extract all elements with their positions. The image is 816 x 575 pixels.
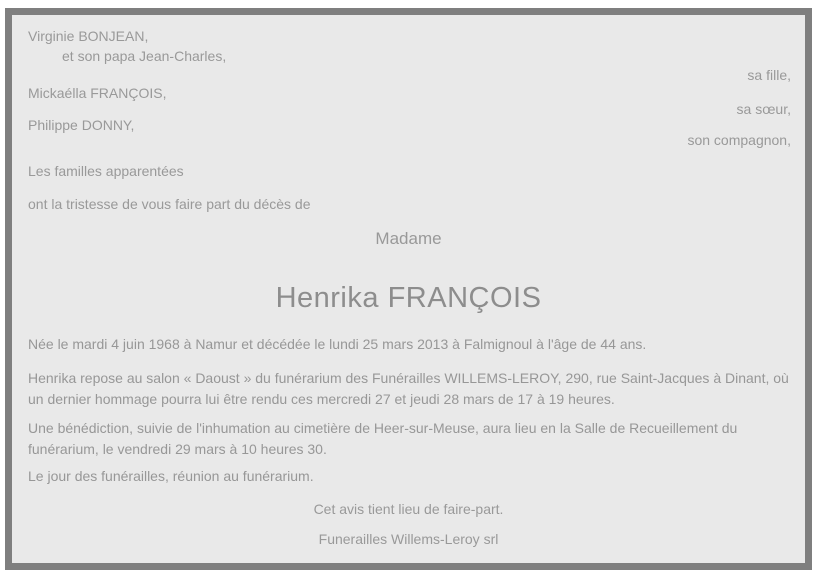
mourner-name-line: et son papa Jean-Charles, bbox=[62, 48, 227, 64]
intro-line: ont la tristesse de vous faire part du décès de bbox=[28, 196, 311, 212]
mourner-name-line: Philippe DONNY, bbox=[28, 117, 135, 133]
relation-label: sa sœur, bbox=[736, 101, 791, 117]
funeral-home-signature: Funerailles Willems-Leroy srl bbox=[318, 531, 499, 547]
body-paragraph: Henrika repose au salon « Daoust » du funérarium des Funérailles WILLEMS-LEROY, 290, rue Saint-Jacques à Dinant, où un dernier hommage pourra lui être rendu ces mercredi 27 et jeudi 28 mars de 17 à 19 heures. bbox=[28, 370, 789, 407]
death-notice-card bbox=[5, 8, 812, 570]
relation-label: sa fille, bbox=[747, 67, 791, 83]
closing-line: Cet avis tient lieu de faire-part. bbox=[313, 501, 504, 517]
deceased-name: Henrika FRANÇOIS bbox=[275, 282, 542, 314]
honorific: Madame bbox=[375, 229, 442, 248]
intro-line: Les familles apparentées bbox=[28, 163, 184, 179]
relation-label: son compagnon, bbox=[687, 132, 791, 148]
body-paragraph: Une bénédiction, suivie de l'inhumation au cimetière de Heer-sur-Meuse, aura lieu en la Salle de Recueillement du funérarium, le vendredi 29 mars à 10 heures 30. bbox=[28, 420, 738, 457]
mourner-name-line: Mickaélla FRANÇOIS, bbox=[28, 85, 167, 101]
body-paragraph: Le jour des funérailles, réunion au funérarium. bbox=[28, 468, 314, 484]
body-paragraph: Née le mardi 4 juin 1968 à Namur et décédée le lundi 25 mars 2013 à Falmignoul à l'âge de 44 ans. bbox=[28, 336, 647, 352]
mourner-name-line: Virginie BONJEAN, bbox=[28, 28, 149, 44]
